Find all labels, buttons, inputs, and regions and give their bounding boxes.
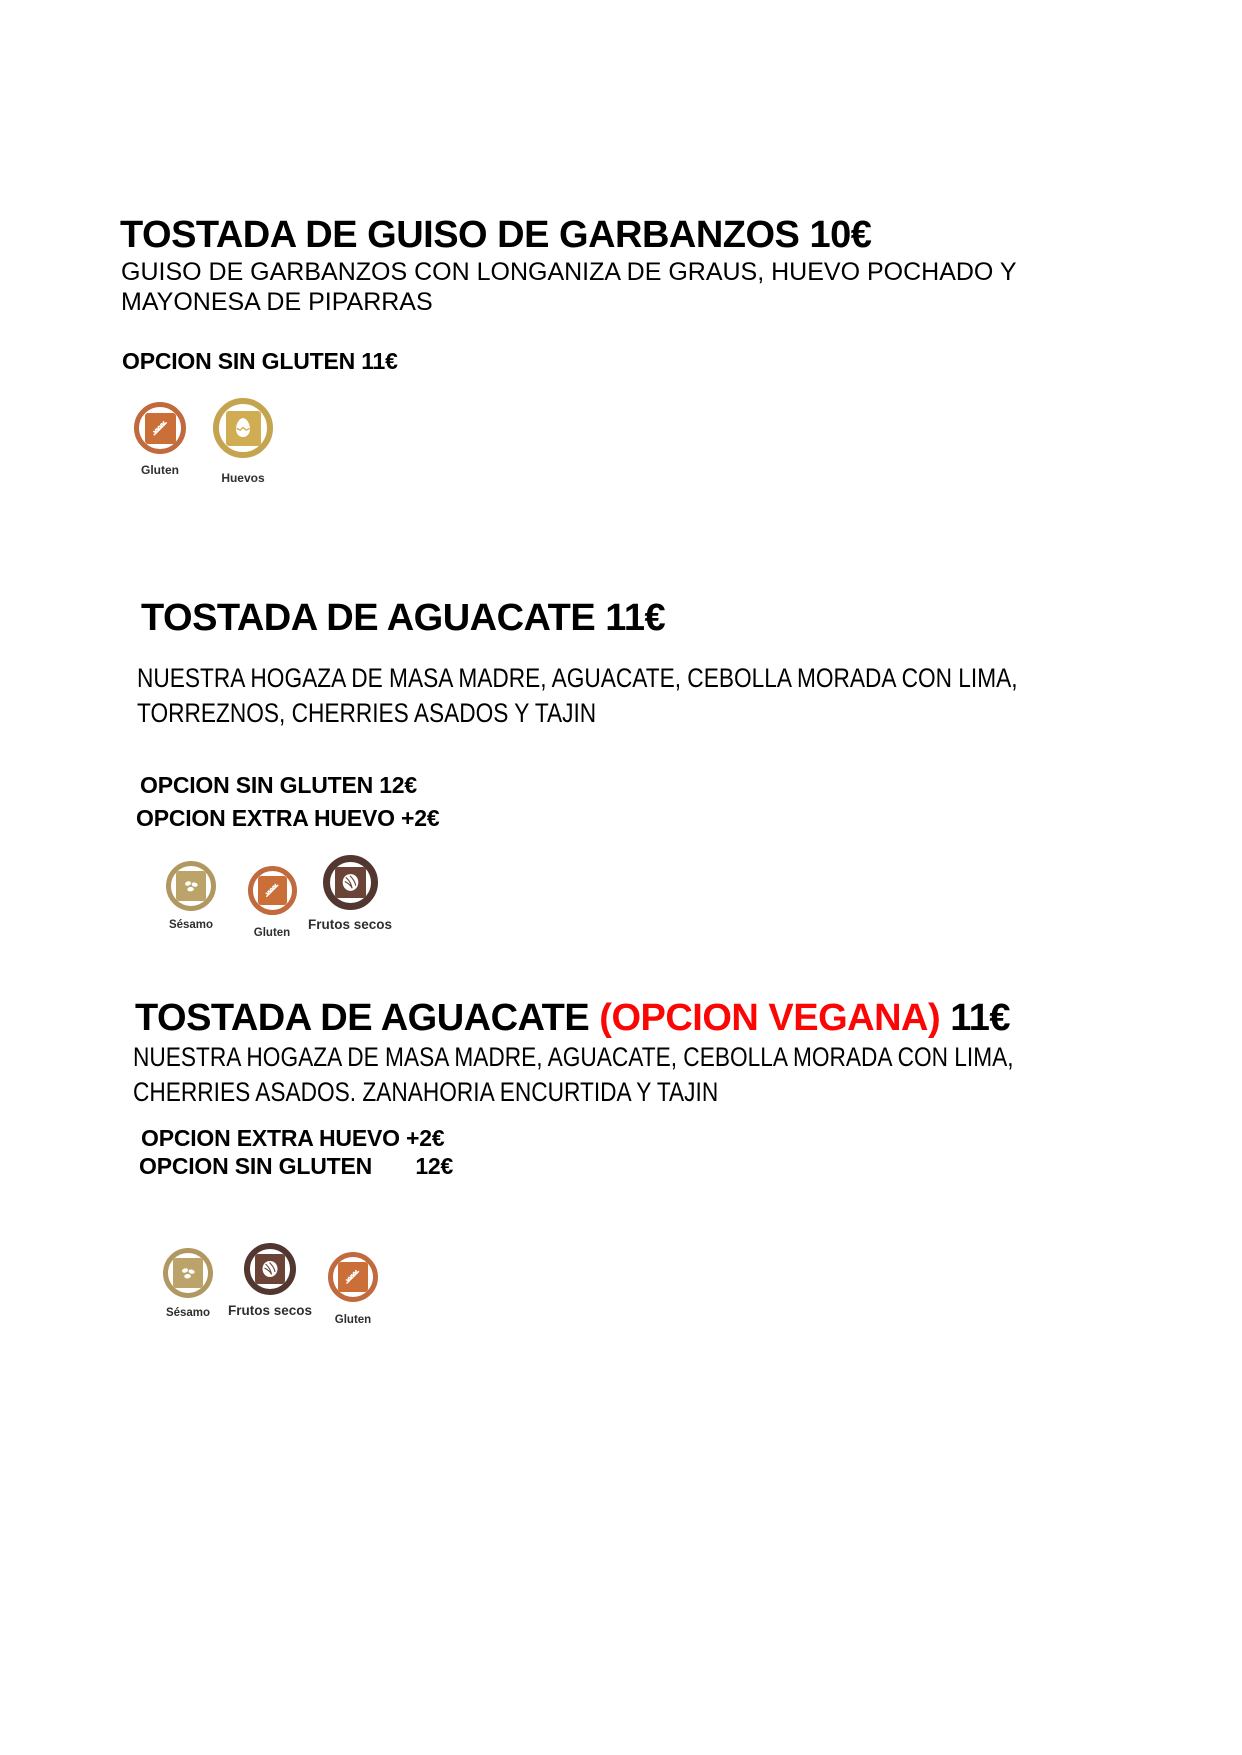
sesame-icon: [176, 871, 206, 901]
dish-title-main: TOSTADA DE AGUACATE: [135, 997, 600, 1039]
allergen-label: Sésamo: [168, 919, 214, 931]
gluten-allergen-icon: [134, 402, 186, 454]
wheat-icon: [258, 876, 287, 905]
allergen-frutos-secos: [222, 1243, 318, 1318]
dish-description: [133, 1040, 1014, 1110]
dish-description-line: CHERRIES ASADOS. ZANAHORIA ENCURTIDA Y TAJIN: [133, 1077, 719, 1107]
allergen-label: Gluten: [141, 463, 179, 477]
dish-description: [137, 661, 1018, 731]
dish-description-line: NUESTRA HOGAZA DE MASA MADRE, AGUACATE, CEBOLLA MORADA CON LIMA,: [133, 1042, 1014, 1072]
dish-description-line: NUESTRA HOGAZA DE MASA MADRE, AGUACATE, CEBOLLA MORADA CON LIMA,: [137, 663, 1018, 693]
egg-icon: [226, 411, 261, 446]
gluten-allergen-icon: [248, 866, 297, 915]
dish-option: OPCION EXTRA HUEVO +2€: [141, 1125, 445, 1151]
allergen-label: Huevos: [221, 471, 265, 485]
gluten-allergen-icon: [328, 1252, 378, 1302]
dish-title: TOSTADA DE AGUACATE 11€: [141, 597, 666, 639]
frutos-secos-allergen-icon: [323, 855, 378, 910]
allergen-frutos-secos: [302, 855, 398, 932]
sesame-icon: [173, 1258, 203, 1288]
wheat-icon: [338, 1262, 368, 1292]
allergen-label: Frutos secos: [227, 1303, 313, 1318]
allergen-label: Sésamo: [165, 1307, 211, 1319]
dish-option: OPCION SIN GLUTEN 11€: [122, 348, 398, 374]
sesamo-allergen-icon: [163, 1248, 213, 1298]
dish-option: OPCION SIN GLUTEN 12€: [140, 772, 417, 798]
walnut-icon: [255, 1254, 285, 1284]
walnut-icon: [335, 867, 366, 898]
huevos-allergen-icon: [213, 398, 273, 458]
allergen-label: Gluten: [334, 1314, 372, 1326]
dish-title: TOSTADA DE GUISO DE GARBANZOS 10€: [120, 214, 872, 256]
allergen-label: Gluten: [253, 927, 291, 939]
dish-description-line: TORREZNOS, CHERRIES ASADOS Y TAJIN: [137, 698, 597, 728]
frutos-secos-allergen-icon: [244, 1243, 296, 1295]
sesamo-allergen-icon: [166, 861, 216, 911]
dish-title-vegan-highlight: (OPCION VEGANA): [599, 997, 941, 1039]
dish-title: [135, 999, 1010, 1037]
dish-description-line: MAYONESA DE PIPARRAS: [121, 288, 433, 316]
allergen-label: Frutos secos: [307, 917, 393, 932]
allergen-gluten: [112, 402, 208, 477]
dish-description-line: GUISO DE GARBANZOS CON LONGANIZA DE GRAUS, HUEVO POCHADO Y: [121, 258, 1017, 286]
dish-option: OPCION SIN GLUTEN 12€: [139, 1153, 454, 1179]
allergen-gluten: [305, 1252, 401, 1326]
dish-description: [121, 257, 1017, 317]
allergen-huevos: [195, 398, 291, 485]
dish-title-price: 11€: [940, 997, 1011, 1039]
wheat-icon: [145, 413, 176, 444]
dish-option: OPCION EXTRA HUEVO +2€: [136, 805, 440, 831]
